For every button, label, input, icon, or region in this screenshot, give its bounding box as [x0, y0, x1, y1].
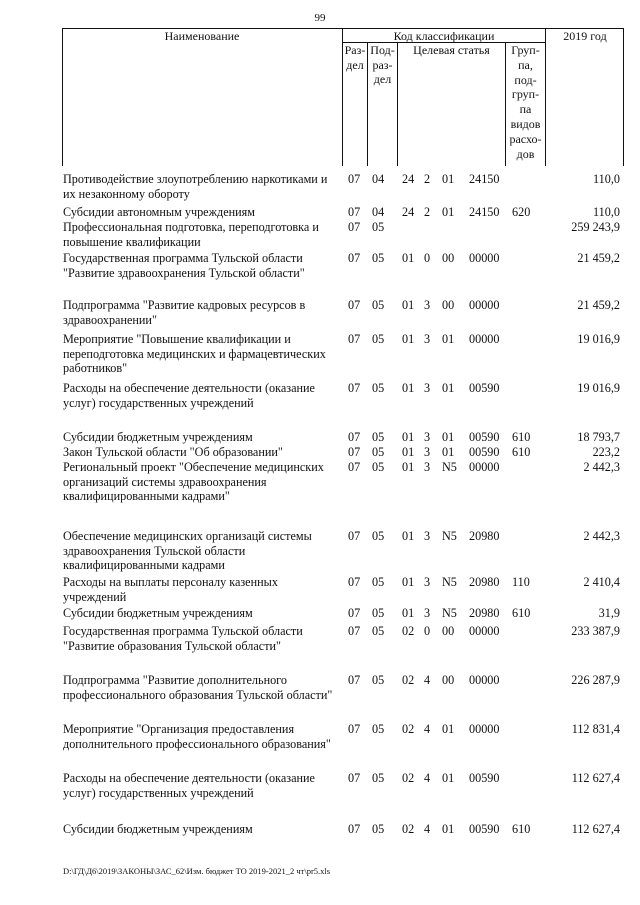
- row-target-direction: 20980: [469, 575, 500, 589]
- row-podrazdel: 05: [372, 771, 385, 785]
- row-target-program: 24: [402, 205, 415, 219]
- row-target-direction: 24150: [469, 172, 500, 186]
- row-target-subprogram: 3: [424, 445, 431, 459]
- row-amount: 112 627,4: [571, 822, 620, 836]
- row-target-subprogram: 3: [424, 381, 431, 395]
- row-target-direction: 00000: [469, 673, 500, 687]
- row-podrazdel: 05: [372, 722, 385, 736]
- row-amount: 21 459,2: [577, 298, 620, 312]
- row-amount: 110,0: [593, 205, 620, 219]
- row-razdel: 07: [348, 172, 361, 186]
- row-target-program: 01: [402, 381, 415, 395]
- header-section: Раз- дел: [344, 43, 366, 72]
- row-target-event: 01: [442, 381, 455, 395]
- row-target-event: N5: [442, 529, 457, 543]
- row-razdel: 07: [348, 606, 361, 620]
- row-target-program: 01: [402, 445, 415, 459]
- row-podrazdel: 05: [372, 381, 385, 395]
- row-target-program: 02: [402, 822, 415, 836]
- row-amount: 31,9: [598, 606, 620, 620]
- row-razdel: 07: [348, 445, 361, 459]
- row-podrazdel: 05: [372, 624, 385, 638]
- row-target-program: 01: [402, 529, 415, 543]
- row-amount: 110,0: [593, 172, 620, 186]
- row-amount: 226 287,9: [571, 673, 620, 687]
- row-podrazdel: 05: [372, 430, 385, 444]
- row-target-direction: 00000: [469, 722, 500, 736]
- row-podrazdel: 04: [372, 172, 385, 186]
- row-amount: 2 442,3: [583, 529, 620, 543]
- row-expense-group: 610: [512, 606, 531, 620]
- row-target-event: 00: [442, 298, 455, 312]
- row-razdel: 07: [348, 251, 361, 265]
- row-target-program: 01: [402, 606, 415, 620]
- row-name: Мероприятие "Организация предоставления дополнительного профессионального образования": [63, 722, 331, 751]
- row-target-subprogram: 4: [424, 822, 431, 836]
- header-line-left: [62, 28, 63, 166]
- row-target-subprogram: 4: [424, 722, 431, 736]
- row-podrazdel: 05: [372, 606, 385, 620]
- row-podrazdel: 05: [372, 673, 385, 687]
- row-target-direction: 00590: [469, 771, 500, 785]
- row-name: Субсидии автономным учреждениям: [63, 205, 255, 219]
- row-target-subprogram: 2: [424, 172, 431, 186]
- row-expense-group: 610: [512, 822, 531, 836]
- row-amount: 112 627,4: [571, 771, 620, 785]
- row-name: Государственная программа Тульской области "Развитие здравоохранения Тульской области": [63, 251, 305, 280]
- row-target-direction: 00000: [469, 624, 500, 638]
- header-divider-podrazdel: [397, 42, 398, 166]
- row-name: Подпрограмма "Развитие кадровых ресурсов в здравоохранении": [63, 298, 306, 327]
- row-target-event: N5: [442, 606, 457, 620]
- row-target-event: N5: [442, 575, 457, 589]
- row-razdel: 07: [348, 575, 361, 589]
- footer-file-path: D:\ГД\Д6\2019\ЗАКОНЫ\ЗАС_62\Изм. бюджет ТО 2019-2021_2 чт\pr5.xls: [63, 866, 331, 876]
- row-target-subprogram: 4: [424, 771, 431, 785]
- row-target-program: 02: [402, 624, 415, 638]
- row-podrazdel: 05: [372, 529, 385, 543]
- row-podrazdel: 04: [372, 205, 385, 219]
- row-expense-group: 610: [512, 445, 531, 459]
- row-target-event: N5: [442, 460, 457, 474]
- row-name: Расходы на выплаты персоналу казенных учреждений: [63, 575, 278, 604]
- row-podrazdel: 05: [372, 822, 385, 836]
- row-target-direction: 00590: [469, 381, 500, 395]
- row-target-program: 01: [402, 575, 415, 589]
- row-target-subprogram: 3: [424, 430, 431, 444]
- header-classification: Код классификации: [393, 29, 495, 43]
- row-target-direction: 00590: [469, 445, 500, 459]
- row-razdel: 07: [348, 822, 361, 836]
- row-name: Региональный проект "Обеспечение медицинских организаций системы здравоохранения квалифицированными кадрами": [63, 460, 324, 503]
- row-name: Расходы на обеспечение деятельности (оказание услуг) государственных учреждений: [63, 771, 315, 800]
- row-name: Расходы на обеспечение деятельности (оказание услуг) государственных учреждений: [63, 381, 315, 410]
- row-razdel: 07: [348, 430, 361, 444]
- row-target-program: 01: [402, 298, 415, 312]
- row-target-program: 01: [402, 332, 415, 346]
- row-expense-group: 610: [512, 430, 531, 444]
- row-target-event: 00: [442, 673, 455, 687]
- row-target-direction: 20980: [469, 606, 500, 620]
- row-razdel: 07: [348, 332, 361, 346]
- row-razdel: 07: [348, 771, 361, 785]
- row-target-event: 01: [442, 172, 455, 186]
- row-name: Обеспечение медицинских организацй системы здравоохранения Тульской области квалифицированными кадрами: [63, 529, 312, 572]
- page-number: 99: [314, 12, 326, 24]
- row-target-subprogram: 4: [424, 673, 431, 687]
- row-target-direction: 00000: [469, 332, 500, 346]
- row-razdel: 07: [348, 220, 361, 234]
- row-amount: 2 442,3: [583, 460, 620, 474]
- row-target-subprogram: 3: [424, 575, 431, 589]
- row-target-direction: 00590: [469, 430, 500, 444]
- header-year: 2019 год: [563, 29, 607, 43]
- row-amount: 259 243,9: [571, 220, 620, 234]
- row-target-direction: 20980: [469, 529, 500, 543]
- row-podrazdel: 05: [372, 332, 385, 346]
- row-name: Мероприятие "Повышение квалификации и переподготовка медицинских и фармацевтических работников": [63, 332, 326, 375]
- row-amount: 233 387,9: [571, 624, 620, 638]
- row-target-direction: 24150: [469, 205, 500, 219]
- row-expense-group: 110: [512, 575, 530, 589]
- header-subsection: Под- раз- дел: [370, 43, 395, 86]
- row-podrazdel: 05: [372, 251, 385, 265]
- row-target-event: 00: [442, 251, 455, 265]
- row-razdel: 07: [348, 624, 361, 638]
- row-name: Закон Тульской области "Об образовании": [63, 445, 283, 459]
- row-podrazdel: 05: [372, 220, 385, 234]
- row-target-subprogram: 3: [424, 529, 431, 543]
- row-target-program: 01: [402, 460, 415, 474]
- row-podrazdel: 05: [372, 445, 385, 459]
- row-name: Субсидии бюджетным учреждениям: [63, 606, 253, 620]
- row-amount: 21 459,2: [577, 251, 620, 265]
- row-name: Противодействие злоупотреблению наркотиками и их незаконному обороту: [63, 172, 328, 201]
- row-target-subprogram: 3: [424, 298, 431, 312]
- row-target-program: 24: [402, 172, 415, 186]
- row-target-event: 01: [442, 332, 455, 346]
- row-target-direction: 00590: [469, 822, 500, 836]
- row-amount: 2 410,4: [583, 575, 620, 589]
- row-amount: 19 016,9: [577, 332, 620, 346]
- row-target-subprogram: 2: [424, 205, 431, 219]
- row-target-event: 01: [442, 445, 455, 459]
- row-target-subprogram: 0: [424, 251, 431, 265]
- row-target-program: 02: [402, 771, 415, 785]
- row-target-program: 02: [402, 722, 415, 736]
- row-target-event: 01: [442, 822, 455, 836]
- row-razdel: 07: [348, 529, 361, 543]
- row-name: Подпрограмма "Развитие дополнительного профессионального образования Тульской области": [63, 673, 333, 702]
- row-target-event: 01: [442, 205, 455, 219]
- row-name: Субсидии бюджетным учреждениям: [63, 822, 253, 836]
- row-amount: 18 793,7: [577, 430, 620, 444]
- row-razdel: 07: [348, 298, 361, 312]
- row-name: Профессиональная подготовка, переподготовка и повышение квалификации: [63, 220, 319, 249]
- row-amount: 19 016,9: [577, 381, 620, 395]
- row-target-subprogram: 0: [424, 624, 431, 638]
- row-expense-group: 620: [512, 205, 531, 219]
- row-target-program: 01: [402, 430, 415, 444]
- row-razdel: 07: [348, 381, 361, 395]
- row-name: Государственная программа Тульской области "Развитие образования Тульской области": [63, 624, 303, 653]
- header-name: Наименование: [164, 29, 240, 43]
- row-amount: 223,2: [592, 445, 620, 459]
- row-podrazdel: 05: [372, 575, 385, 589]
- header-divider-year: [545, 28, 546, 166]
- row-target-program: 01: [402, 251, 415, 265]
- row-target-direction: 00000: [469, 460, 500, 474]
- row-target-program: 02: [402, 673, 415, 687]
- row-target-event: 01: [442, 430, 455, 444]
- row-target-subprogram: 3: [424, 606, 431, 620]
- table-header: [62, 28, 624, 166]
- row-razdel: 07: [348, 673, 361, 687]
- row-podrazdel: 05: [372, 298, 385, 312]
- row-target-event: 01: [442, 722, 455, 736]
- row-target-direction: 00000: [469, 298, 500, 312]
- row-target-direction: 00000: [469, 251, 500, 265]
- row-target-subprogram: 3: [424, 332, 431, 346]
- row-target-event: 00: [442, 624, 455, 638]
- row-target-event: 01: [442, 771, 455, 785]
- header-target-article: Целевая статья: [413, 43, 490, 57]
- header-group: Груп- па, под- груп- па видов расхо- дов: [509, 43, 542, 161]
- row-podrazdel: 05: [372, 460, 385, 474]
- row-razdel: 07: [348, 460, 361, 474]
- row-razdel: 07: [348, 205, 361, 219]
- row-amount: 112 831,4: [571, 722, 620, 736]
- row-name: Субсидии бюджетным учреждениям: [63, 430, 253, 444]
- row-razdel: 07: [348, 722, 361, 736]
- row-target-subprogram: 3: [424, 460, 431, 474]
- header-line-right: [623, 28, 624, 166]
